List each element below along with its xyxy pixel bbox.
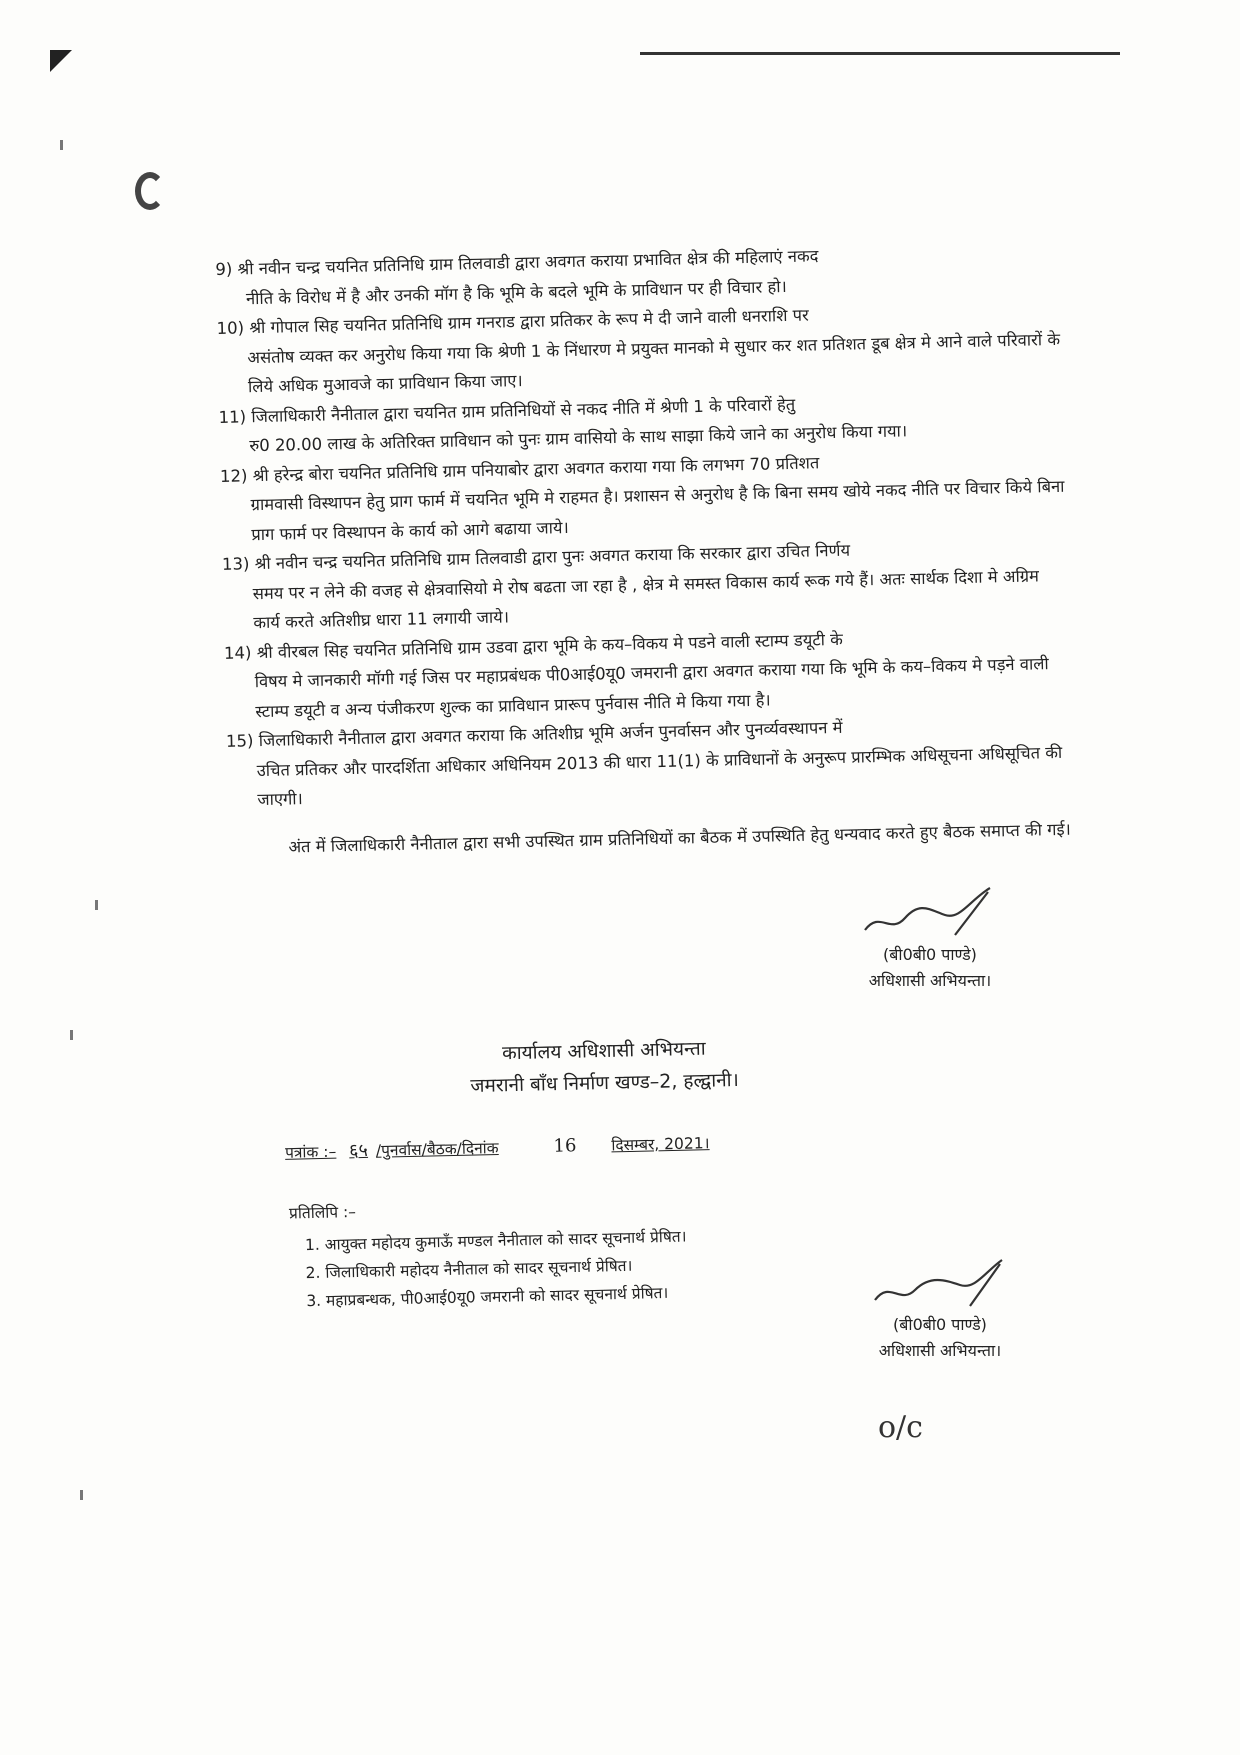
item-number: 15) — [225, 731, 254, 751]
copy-to-item: 1. आयुक्त महोदय कुमाऊँ मण्डल नैनीताल को सादर सूचनार्थ प्रेषित। — [324, 1223, 686, 1259]
item-number: 12) — [219, 465, 248, 486]
reference-line — [285, 1130, 710, 1164]
signature-block-1 — [860, 880, 1000, 994]
item-first-line: जिलाधिकारी नैनीताल द्वारा अवगत कराया कि अतिशीघ्र भूमि अर्जन पुनर्वासन और पुनर्व्यवस्थापन में — [258, 717, 843, 751]
copy-to-section — [289, 1191, 688, 1316]
handwritten-signature — [860, 880, 1000, 940]
scan-speck — [70, 1030, 73, 1040]
item-number: 13) — [221, 554, 250, 574]
item-continuation: ग्रामवासी विस्थापन हेतु प्राग फार्म में चयनित भूमि मे राहमत है। प्रशासन से अनुरोध है कि बिना समय खोये नकद नीति पर विचार किये बिना प्राग फार्म पर विस्थापन के कार्य को आगे बढाया जाये। — [250, 476, 1065, 544]
item-continuation: रु0 20.00 लाख के अतिरिक्त प्राविधान को पुनः ग्राम वासियो के साथ साझा किये जाने का अनुरोध किया गया। — [249, 421, 908, 456]
signature-block-2 — [870, 1250, 1010, 1364]
scan-speck — [95, 900, 98, 910]
item-number: 10) — [216, 318, 245, 338]
signatory-designation: अधिशासी अभियन्ता। — [868, 971, 992, 990]
reference-day: 16 — [553, 1135, 577, 1157]
scan-speck — [80, 1490, 83, 1500]
office-name: कार्यालय अधिशासी अभियन्ता — [501, 1037, 706, 1065]
item-continuation: समय पर न लेने की वजह से क्षेत्रवासियो मे रोष बढता जा रहा है , क्षेत्र मे समस्त विकास कार्य रूक गये हैं। अतः सार्थक दिशा मे अग्रिम कार्य करते अतिशीघ्र धारा 11 लगायी जाये। — [252, 565, 1040, 633]
copy-to-heading: प्रतिलिपि :– — [288, 1202, 357, 1223]
reference-number: ६५ — [348, 1139, 369, 1162]
scan-edge-line — [640, 52, 1120, 55]
reference-path: /पुनर्वास/बैठक/दिनांक — [375, 1138, 499, 1160]
item-continuation: उचित प्रतिकर और पारदर्शिता अधिकार अधिनियम 2013 की धारा 11(1) के प्राविधानों के अनुरूप प्रारम्भिक अधिसूचना अधिसूचित की जाएगी। — [256, 742, 1063, 810]
item-first-line: श्री नवीन चन्द्र चयनित प्रतिनिधि ग्राम तिलवाडी द्वारा अवगत कराया प्रभावित क्षेत्र की महिलाएं नकद — [237, 246, 819, 279]
reference-month-year: दिसम्बर, 2021। — [611, 1134, 710, 1155]
signatory-designation: अधिशासी अभियन्ता। — [878, 1341, 1002, 1360]
item-first-line: जिलाधिकारी नैनीताल द्वारा चयनित ग्राम प्रतिनिधियों से नकद नीति में श्रेणी 1 के परिवारों हेतु — [251, 394, 796, 426]
scan-speck — [60, 140, 63, 150]
handwritten-signature — [870, 1250, 1010, 1310]
minutes-body — [215, 236, 1074, 863]
item-first-line: श्री गोपाल सिह चयनित प्रतिनिधि ग्राम गनराड द्वारा प्रतिकर के रूप मे दी जाने वाली धनराशि पर — [249, 305, 809, 338]
reference-label: पत्रांक :– — [284, 1142, 337, 1162]
signatory-name: (बी0बी0 पाण्डे) — [893, 1315, 987, 1334]
signatory-name: (बी0बी0 पाण्डे) — [883, 945, 977, 964]
item-number: 9) — [215, 259, 233, 279]
scan-corner-mark — [50, 50, 72, 72]
minutes-item-15 — [226, 708, 1073, 816]
item-first-line: श्री वीरबल सिह चयनित प्रतिनिधि ग्राम उडवा द्वारा भूमि के कय–विकय मे पडने वाली स्टाम्प डयूटी के — [256, 629, 844, 662]
item-first-line: श्री हरेन्द्र बोरा चयनित प्रतिनिधि ग्राम पनियाबोर द्वारा अवगत कराया गया कि लगभग 70 प्रतिशत — [252, 452, 820, 485]
copy-to-item: 2. जिलाधिकारी महोदय नैनीताल को सादर सूचनार्थ प्रेषित। — [325, 1250, 687, 1286]
office-division: जमरानी बाँध निर्माण खण्ड–2, हल्द्वानी। — [470, 1068, 740, 1098]
item-continuation: असंतोष व्यक्त कर अनुरोध किया गया कि श्रेणी 1 के निंधारण मे प्रयुक्त मानको मे सुधार कर शत प्रतिशत डूब क्षेत्र मे आने वाले परिवारों के लिये अधिक मुआवजे का प्राविधान किया जाए। — [247, 329, 1061, 397]
item-number: 11) — [218, 406, 247, 427]
closing-paragraph: अंत में जिलाधिकारी नैनीताल द्वारा सभी उपस्थित ग्राम प्रतिनिधियों का बैठक में उपस्थिति हेतु धन्यवाद करते हुए बैठक समाप्त की गई। — [288, 819, 1072, 856]
handwritten-note: o/c — [878, 1410, 923, 1445]
item-first-line: श्री नवीन चन्द्र चयनित प्रतिनिधि ग्राम तिलवाडी द्वारा पुनः अवगत कराया कि सरकार द्वारा उचित निर्णय — [254, 540, 851, 574]
item-continuation: विषय मे जानकारी मॉगी गई जिस पर महाप्रबंधक पी0आई0यू0 जमरानी द्वारा अवगत कराया गया कि भूमि के कय–विकय मे पड़ने वाली स्टाम्प डयूटी व अन्य पंजीकरण शुल्क का प्राविधान प्रारूप पुर्नवास नीति मे किया गया है। — [254, 654, 1049, 721]
item-number: 14) — [223, 642, 252, 663]
office-header — [469, 1032, 739, 1102]
punch-hole-mark — [135, 172, 165, 210]
item-continuation: नीति के विरोध में है और उनकी मॉग है कि भूमि के बदले भूमि के प्राविधान पर ही विचार हो। — [245, 276, 787, 308]
copy-to-list — [289, 1223, 688, 1316]
copy-to-item: 3. महाप्रबन्धक, पी0आई0यू0 जमरानी को सादर सूचनार्थ प्रेषित। — [326, 1278, 688, 1314]
